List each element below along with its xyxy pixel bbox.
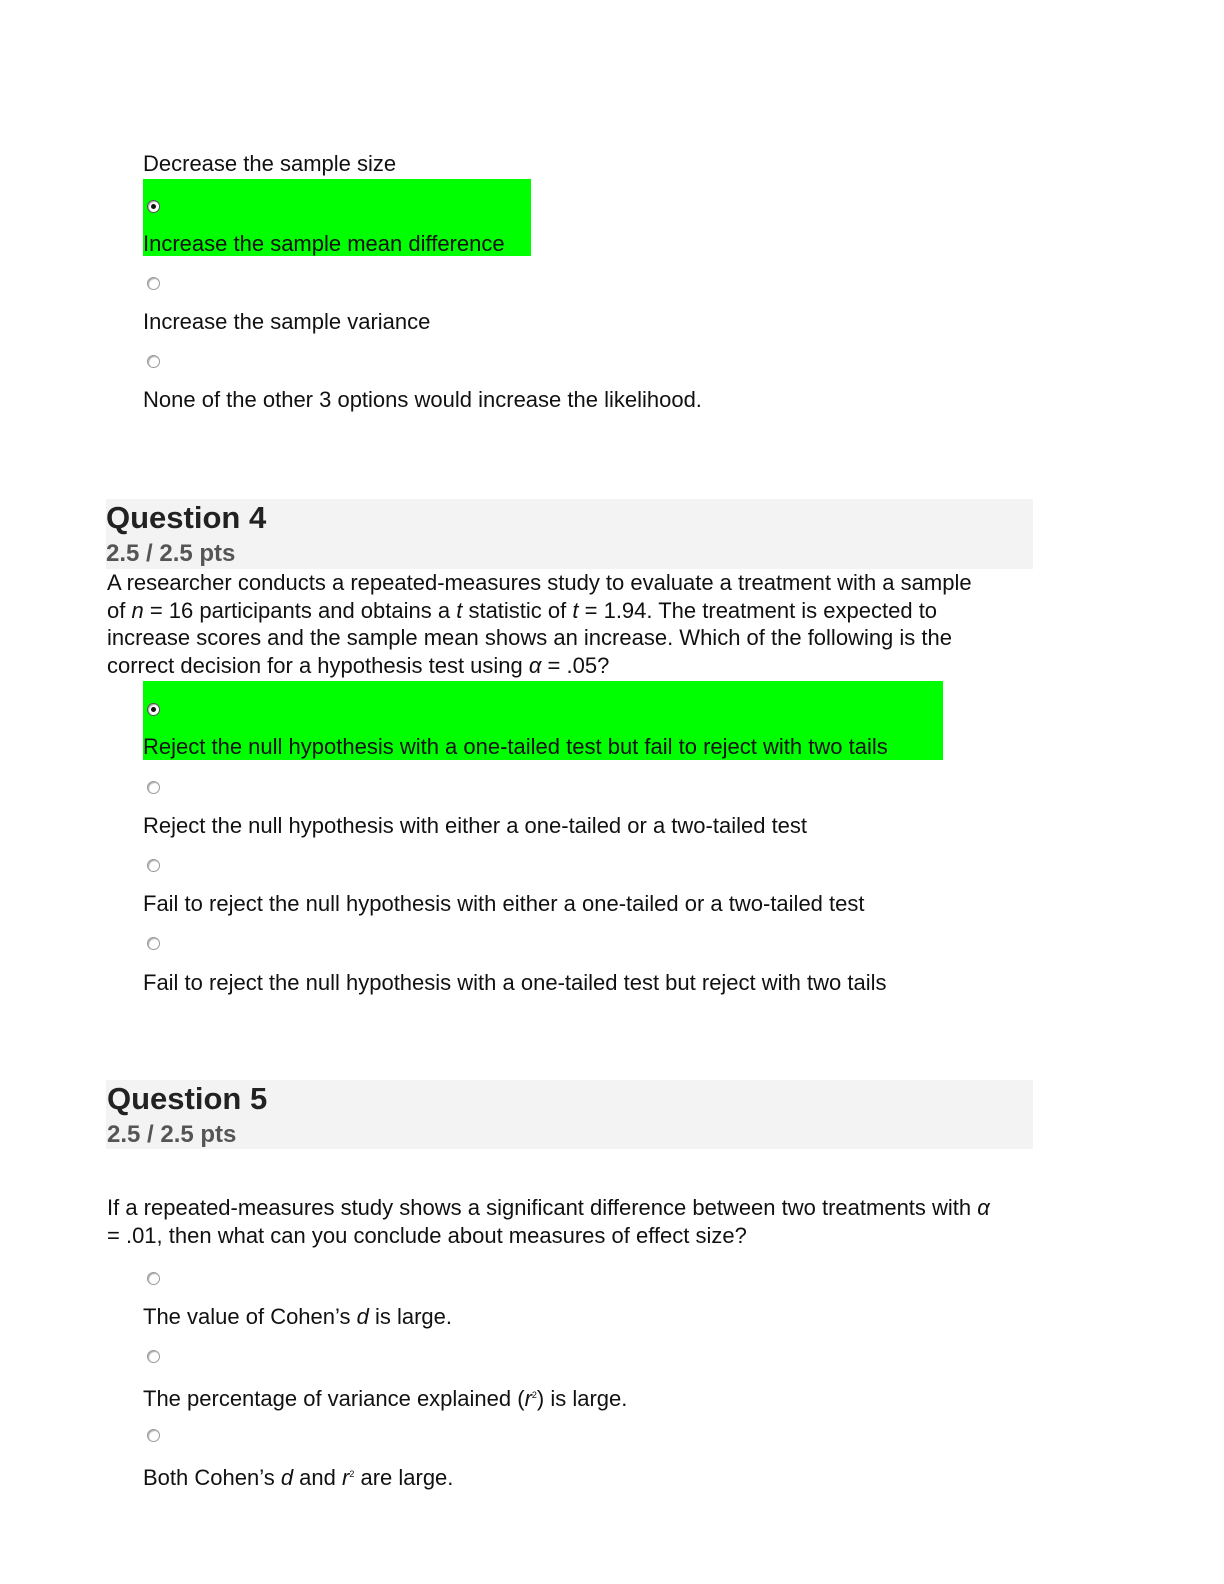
q4-prompt-line-2: of n = 16 participants and obtains a t statistic of t = 1.94. The treatment is expected to [107,597,938,623]
q5-option-3-radio[interactable] [147,1429,160,1442]
q3-option-4-label: None of the other 3 options would increase the likelihood. [143,387,702,412]
q5-option-3-label: Both Cohen’s d and $r^2$ are large. [143,1465,454,1490]
q5-prompt-line-1: If a repeated-measures study shows a significant difference between two treatments with α [107,1195,990,1220]
q4-option-4-label: Fail to reject the null hypothesis with a one-tailed test but reject with two tails [143,970,887,995]
q5-title: Question 5 [107,1081,268,1116]
q5-prompt-line-2: = .01, then what can you conclude about measures of effect size? [107,1222,747,1248]
q4-prompt-line-4: correct decision for a hypothesis test using α = .05? [107,652,610,678]
q5-option-1-radio[interactable] [147,1272,160,1285]
q5-option-1-label: The value of Cohen’s d is large. [143,1304,453,1329]
q4-points: 2.5 / 2.5 pts [106,540,236,567]
q4-option-3-label: Fail to reject the null hypothesis with either a one-tailed or a two-tailed test [143,891,865,916]
q4-option-3-radio[interactable] [147,859,160,872]
q3-option-4-radio[interactable] [147,355,160,368]
q4-prompt-line-3: increase scores and the sample mean shows an increase. Which of the following is the [107,625,952,650]
q4-option-2-radio[interactable] [147,781,160,794]
q4-prompt-line-1: A researcher conducts a repeated-measures study to evaluate a treatment with a sample [107,570,972,595]
q3-option-3-radio[interactable] [147,277,160,290]
q4-option-1-label: Reject the null hypothesis with a one-tailed test but fail to reject with two tails [143,734,888,759]
q3-option-2-label: Increase the sample mean difference [143,231,505,256]
q5-points: 2.5 / 2.5 pts [107,1121,237,1148]
q4-title: Question 4 [106,500,267,535]
q3-option-3-label: Increase the sample variance [143,309,431,334]
q3-option-2-radio[interactable] [147,200,160,213]
q5-option-2-radio[interactable] [147,1350,160,1363]
q4-prompt [107,569,972,679]
q5-prompt [107,1194,990,1249]
q5-option-2-label: The percentage of variance explained $(r^2)$ is large. [143,1386,628,1411]
q3-option-1-label: Decrease the sample size [143,151,397,176]
q4-option-4-radio[interactable] [147,937,160,950]
q4-option-1-radio[interactable] [147,703,160,716]
q4-option-2-label: Reject the null hypothesis with either a one-tailed or a two-tailed test [143,813,808,838]
